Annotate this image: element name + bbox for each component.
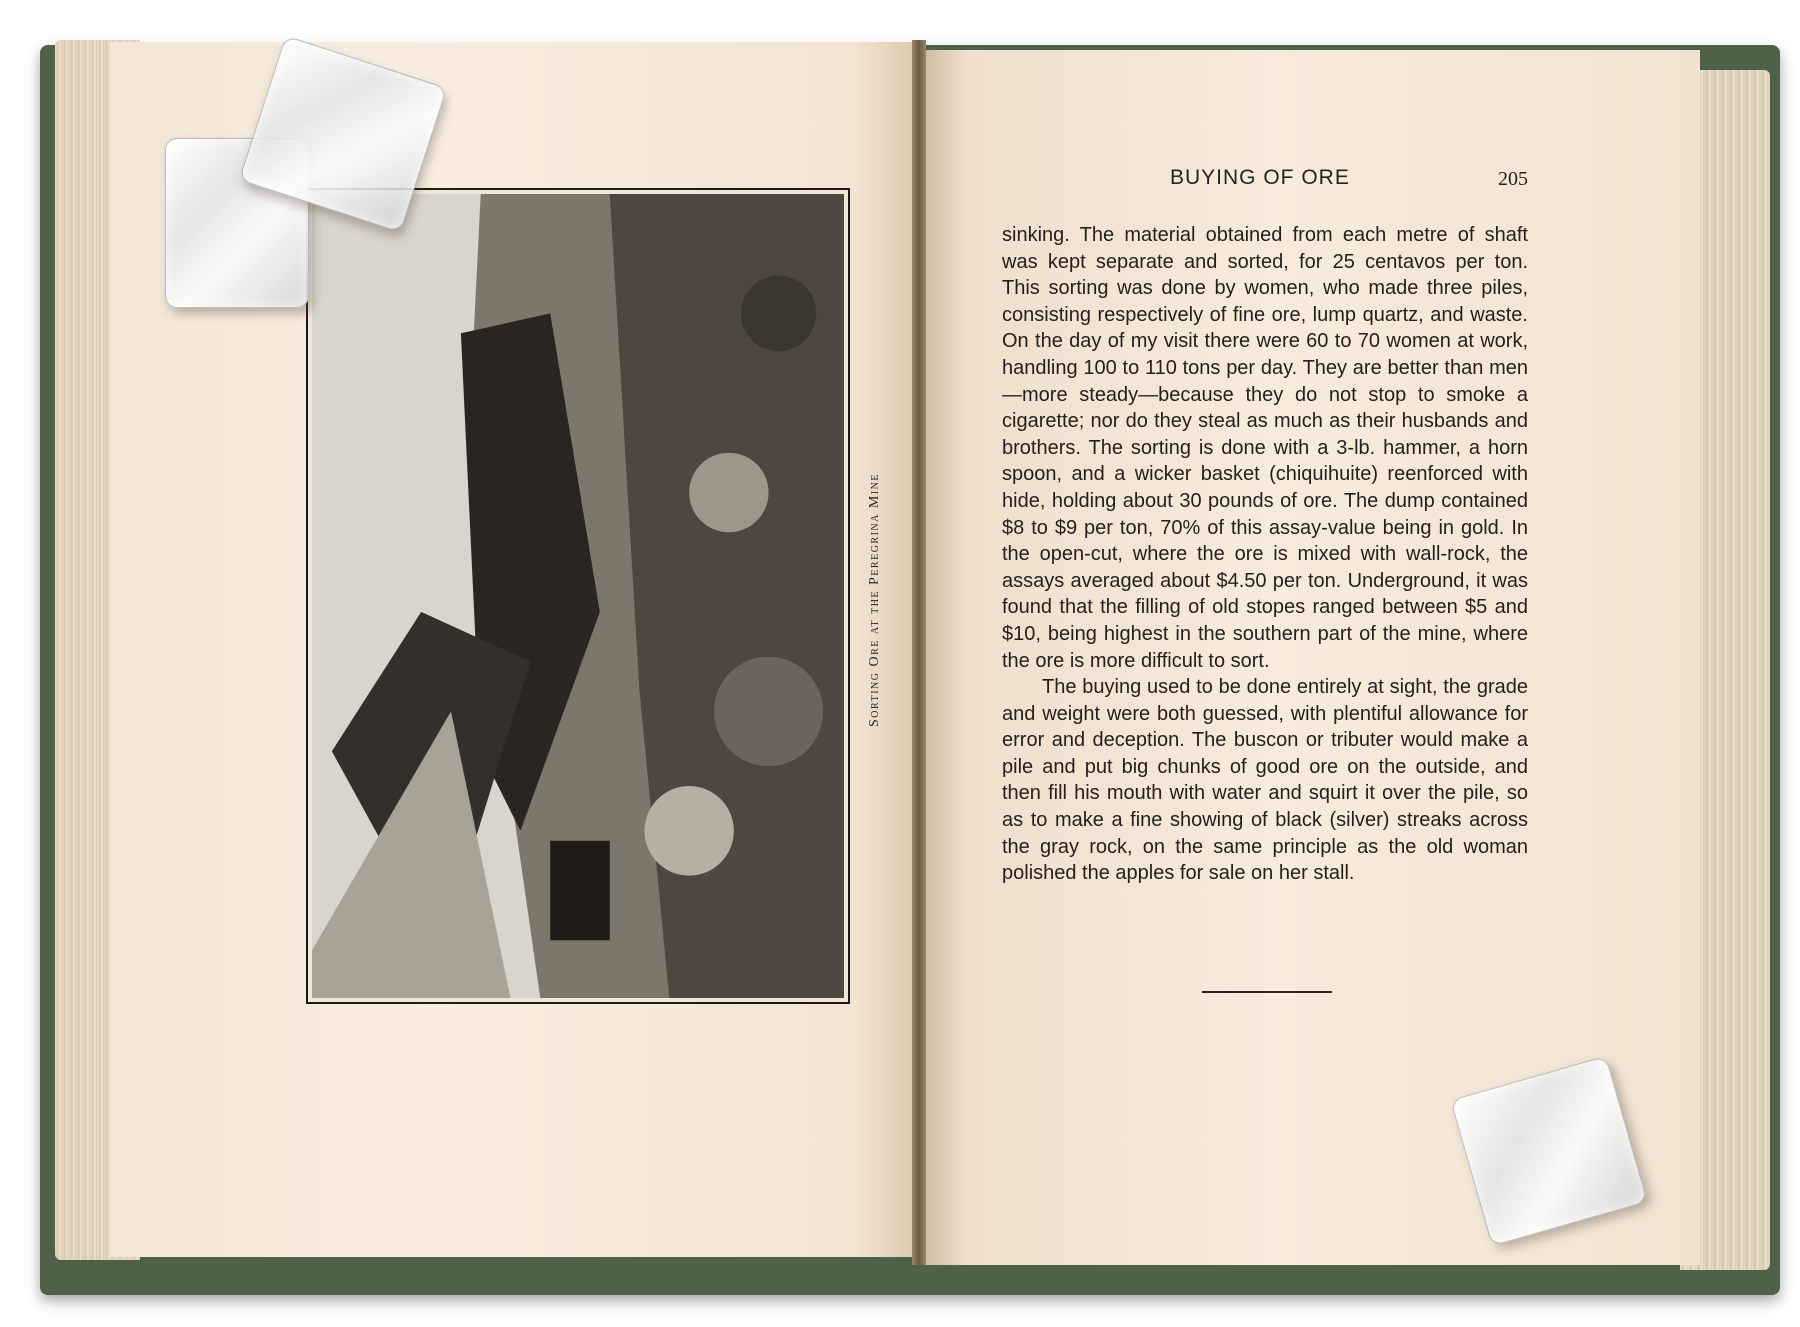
page-number: 205 [1498, 168, 1528, 190]
paragraph: The buying used to be done entirely at sight, the grade and weight were both guessed, with plentiful allowance for error and deception. The buscon or tributer would make a pile and put big chunks of good ore on the outside, and then fill his mouth with water and squirt it over the pile, so as to make a fine showing of black (silver) streaks across the gray rock, on the same principle as the old woman polished the apples for sale on her stall. [1002, 676, 1528, 885]
running-head: BUYING OF ORE [1170, 166, 1350, 189]
photo-plate [306, 188, 850, 1004]
body-text [1002, 222, 1528, 887]
end-rule [1202, 991, 1332, 993]
mine-photograph [312, 194, 844, 998]
book-gutter [912, 40, 926, 1265]
paragraph: sinking. The material obtained from each metre of shaft was kept separate and sorted, for 25 centavos per ton. This sorting was done by women, who made three piles, consisting respectively of fine ore, lump quartz, and waste. On the day of my visit there were 60 to 70 women at work, handling 100 to 110 tons per day. They are better than men—more steady—because they do not stop to smoke a cigarette; nor do they steal as much as their husbands and brothers. The sorting is done with a 3-lb. hammer, a horn spoon, and a wicker basket (chiquihuite) reenforced with hide, holding about 30 pounds of ore. The dump contained $8 to $9 per ton, 70% of this assay-value being in gold. In the open-cut, where the ore is mixed with wall-rock, the assays averaged about $4.50 per ton. Underground, it was found that the filling of old stopes ranged between $5 and $10, being highest in the southern part of the mine, where the ore is more difficult to sort. [1002, 224, 1528, 672]
